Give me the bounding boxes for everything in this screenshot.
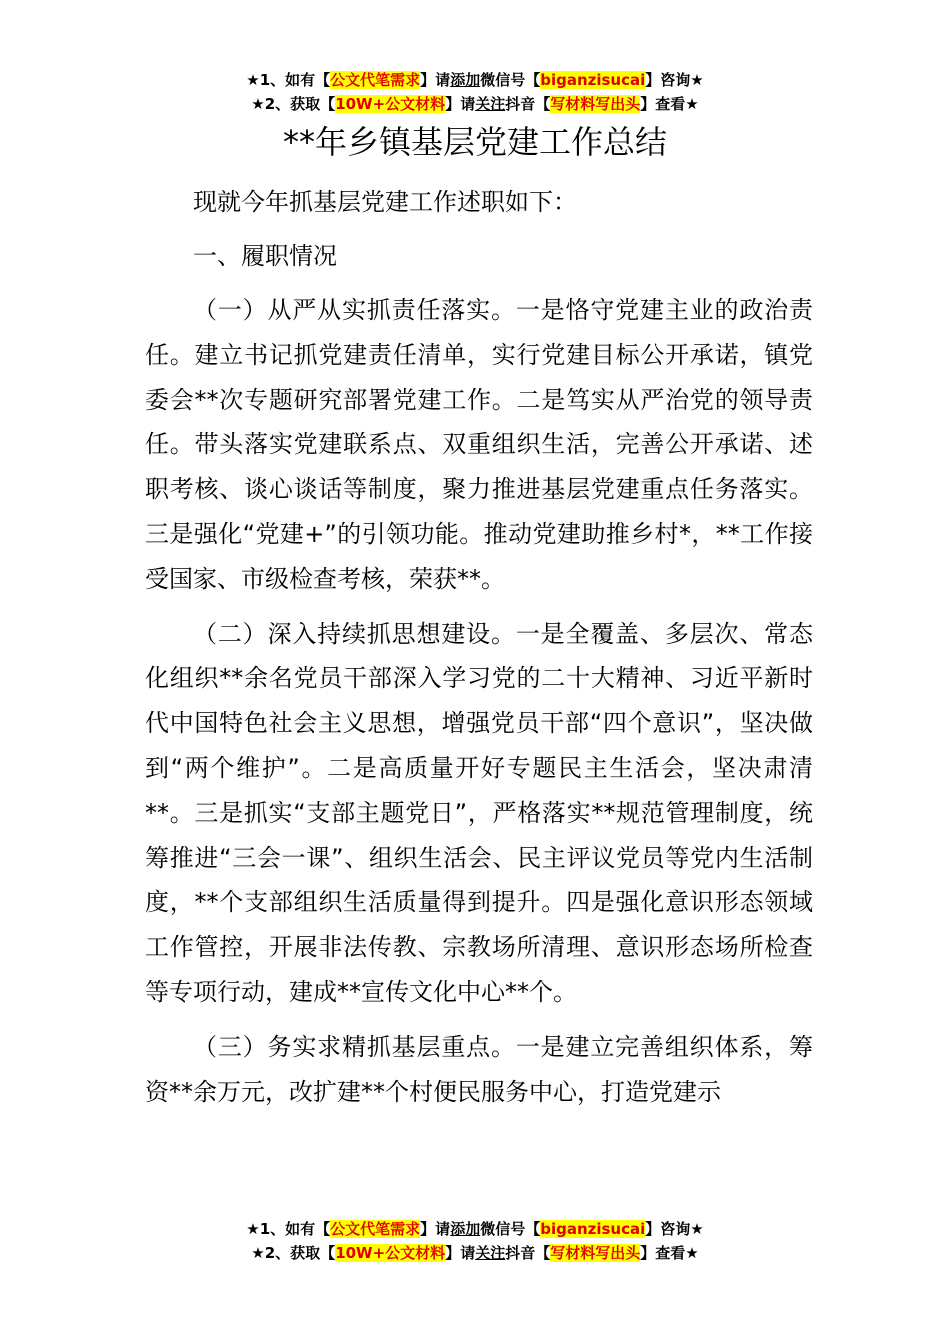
promo-text: 抖音【 xyxy=(505,95,551,113)
document-title: **年乡镇基层党建工作总结 xyxy=(282,123,667,161)
promo-line-1 xyxy=(0,1217,950,1241)
promo-banner-bottom xyxy=(0,1217,950,1265)
promo-highlight: 10W+公文材料 xyxy=(335,1244,446,1262)
promo-text: 】咨询★ xyxy=(645,71,704,89)
promo-text: ★2、获取【 xyxy=(251,95,336,113)
promo-highlight: 写材料写出头 xyxy=(550,1244,641,1262)
promo-text: ★1、如有【 xyxy=(246,71,331,89)
promo-highlight: 写材料写出头 xyxy=(550,95,641,113)
promo-line-2 xyxy=(0,1241,950,1265)
promo-banner-top xyxy=(0,68,950,116)
section-heading: 一、履职情况 xyxy=(193,242,337,270)
section-paragraph-2: （二）深入持续抓思想建设。一是全覆盖、多层次、常态化组织**余名党员干部深入学习党的二十大精神、习近平新时代中国特色社会主义思想，增强党员干部“四个意识”，坚决做到“两个维护”。二是高质量开好专题民主生活会，坚决肃清**。三是抓实“支部主题党日”，严格落实**规范管理制度，统筹推进“三会一课”、组织生活会、民主评议党员等党内生活制度，**个支部组织生活质量得到提升。四是强化意识形态领域工作管控，开展非法传教、宗教场所清理、意识形态场所检查等专项行动，建成**宣传文化中心**个。 xyxy=(145,619,813,1006)
promo-highlight: biganzisucai xyxy=(540,1220,646,1238)
promo-text: 】请 xyxy=(445,1244,476,1262)
section-paragraph-1: （一）从严从实抓责任落实。一是恪守党建主业的政治责任。建立书记抓党建责任清单，实行党建目标公开承诺，镇党委会**次专题研究部署党建工作。二是笃实从严治党的领导责任。带头落实党建联系点、双重组织生活，完善公开承诺、述职考核、谈心谈话等制度，聚力推进基层党建重点任务落实。三是强化“党建+”的引领功能。推动党建助推乡村*，**工作接受国家、市级检查考核，荣获**。 xyxy=(145,296,813,593)
promo-text: 】请 xyxy=(420,71,451,89)
intro-paragraph: 现就今年抓基层党建工作述职如下： xyxy=(193,188,577,216)
promo-text: 抖音【 xyxy=(505,1244,551,1262)
promo-text: ★1、如有【 xyxy=(246,1220,331,1238)
intro-block xyxy=(145,180,813,225)
promo-highlight: 公文代笔需求 xyxy=(330,71,421,89)
heading-block xyxy=(145,234,813,279)
promo-underline: 添加 xyxy=(450,1220,481,1238)
promo-underline: 关注 xyxy=(475,1244,506,1262)
promo-highlight: 公文代笔需求 xyxy=(330,1220,421,1238)
promo-text: 】请 xyxy=(420,1220,451,1238)
promo-line-1 xyxy=(0,68,950,92)
promo-text: 】查看★ xyxy=(640,1244,699,1262)
promo-underline: 关注 xyxy=(475,95,506,113)
promo-text: 】查看★ xyxy=(640,95,699,113)
promo-text: 微信号【 xyxy=(480,1220,541,1238)
promo-text: 】请 xyxy=(445,95,476,113)
promo-text: ★2、获取【 xyxy=(251,1244,336,1262)
promo-underline: 添加 xyxy=(450,71,481,89)
promo-text: 微信号【 xyxy=(480,71,541,89)
promo-highlight: 10W+公文材料 xyxy=(335,95,446,113)
promo-line-2 xyxy=(0,92,950,116)
promo-text: 】咨询★ xyxy=(645,1220,704,1238)
section-paragraph-3: （三）务实求精抓基层重点。一是建立完善组织体系，筹资**余万元，改扩建**个村便民服务中心，打造党建示 xyxy=(145,1032,813,1106)
sections-block xyxy=(145,288,813,1124)
promo-highlight: biganzisucai xyxy=(540,71,646,89)
